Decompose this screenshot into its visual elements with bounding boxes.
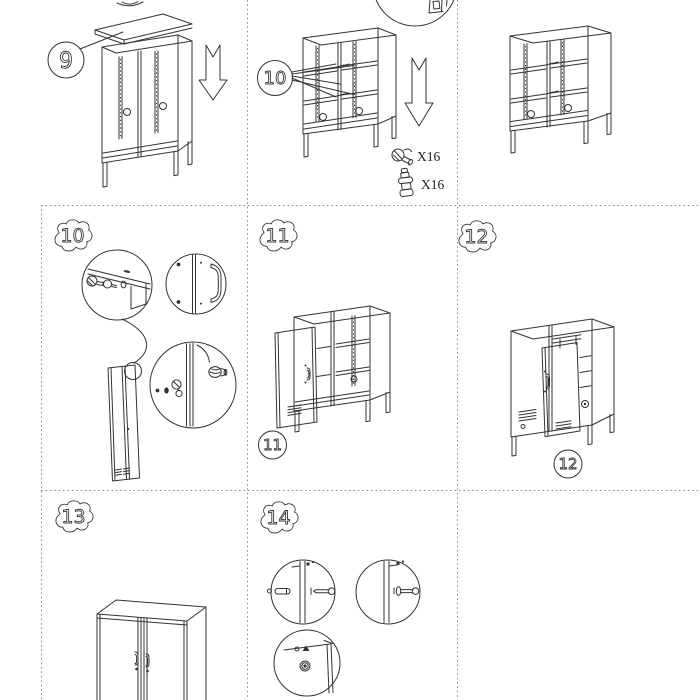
step11-badge-number: 11 [262, 436, 283, 454]
step11-number: 11 [265, 225, 290, 247]
shelf-pin-qty: X16 [417, 149, 441, 164]
shelf-support-qty: X16 [421, 177, 445, 192]
step12-badge-number: 12 [558, 455, 578, 473]
step12-number: 12 [464, 226, 489, 248]
step14-number: 14 [266, 507, 291, 529]
step10-details-number: 10 [60, 225, 85, 247]
step10-number: 10 [263, 68, 287, 89]
step13-number: 13 [61, 506, 86, 528]
step9-number: 9 [59, 49, 73, 74]
